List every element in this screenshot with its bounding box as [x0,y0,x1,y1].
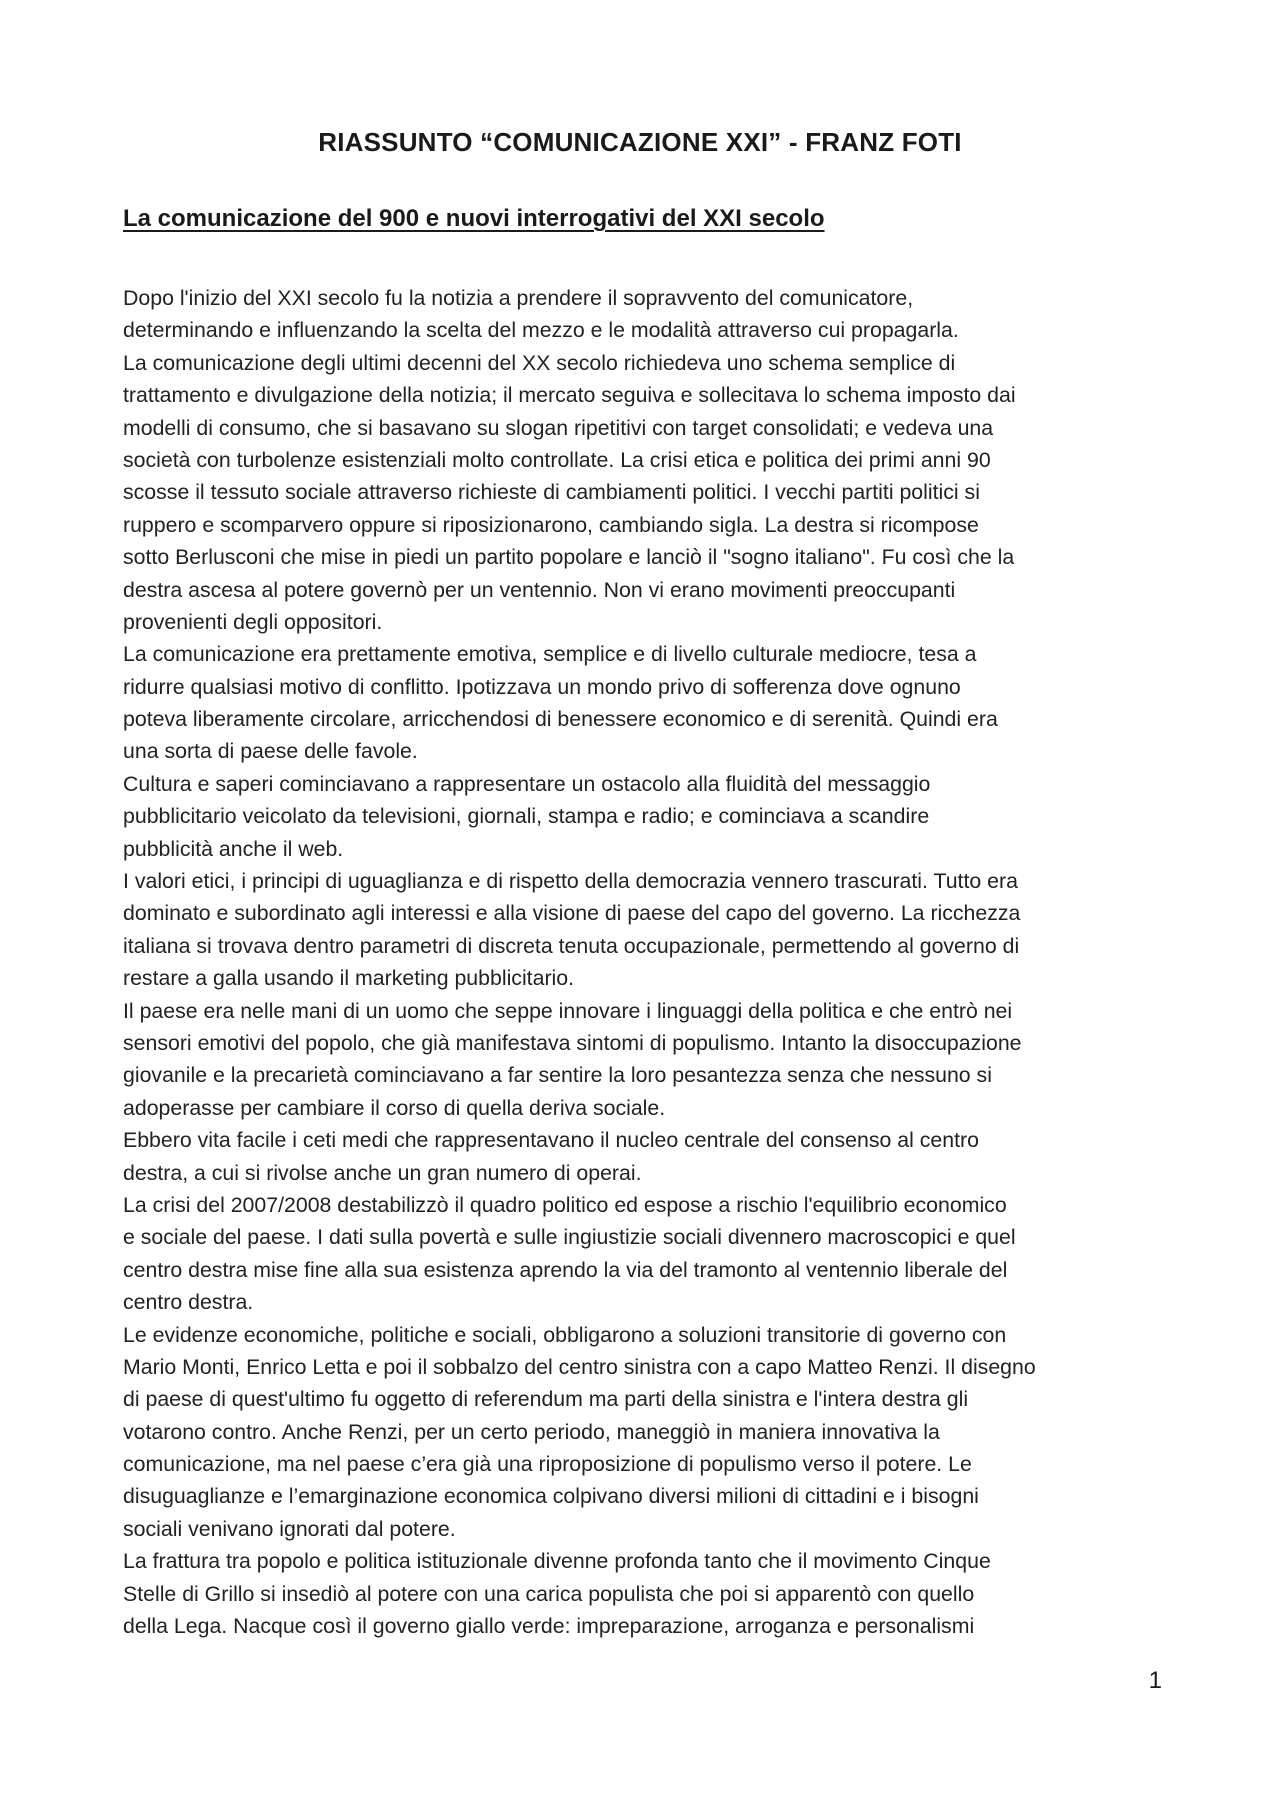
text-line: Stelle di Grillo si insediò al potere con una carica populista che poi si apparentò con quello [123,1581,975,1606]
text-line: pubblicità anche il web. [123,836,344,861]
text-line: pubblicitario veicolato da televisioni, giornali, stampa e radio; e cominciava a scandire [123,804,930,829]
text-line: centro destra. [123,1290,254,1315]
text-line: Cultura e saperi cominciavano a rappresentare un ostacolo alla fluidità del messaggio [123,771,931,796]
text-line: ridurre qualsiasi motivo di conflitto. Ipotizzava un mondo privo di sofferenza dove ognuno [123,674,961,699]
text-line: I valori etici, i principi di uguaglianza e di rispetto della democrazia vennero trascurati. Tutto era [123,869,1018,894]
text-line: La crisi del 2007/2008 destabilizzò il quadro politico ed espose a rischio l'equilibrio economico [123,1192,1007,1217]
text-line: Le evidenze economiche, politiche e sociali, obbligarono a soluzioni transitorie di governo con [123,1322,1007,1347]
text-line: adoperasse per cambiare il corso di quella deriva sociale. [123,1095,666,1120]
document-title: RIASSUNTO “COMUNICAZIONE XXI” - FRANZ FOTI [318,127,962,157]
text-line: ruppero e scomparvero oppure si riposizionarono, cambiando sigla. La destra si ricompose [123,512,979,537]
text-line: restare a galla usando il marketing pubblicitario. [123,966,575,991]
text-line: dominato e subordinato agli interessi e alla visione di paese del capo del governo. La ricchezza [123,901,1021,926]
text-line: centro destra mise fine alla sua esistenza aprendo la via del tramonto al ventennio liberale del [123,1257,1008,1282]
text-line: disuguaglianze e l’emarginazione economica colpivano diversi milioni di cittadini e i bisogni [123,1484,979,1509]
text-line: destra ascesa al potere governò per un ventennio. Non vi erano movimenti preoccupanti [123,577,956,602]
text-line: La comunicazione degli ultimi decenni del XX secolo richiedeva uno schema semplice di [123,350,956,375]
text-line: destra, a cui si rivolse anche un gran numero di operai. [123,1160,642,1185]
text-line: Dopo l'inizio del XXI secolo fu la notizia a prendere il sopravvento del comunicatore, [123,286,914,310]
text-line: Il paese era nelle mani di un uomo che seppe innovare i linguaggi della politica e che entrò nei [123,998,1013,1023]
text-line: sociali venivano ignorati dal potere. [123,1516,456,1541]
text-line: La comunicazione era prettamente emotiva, semplice e di livello culturale mediocre, tesa a [123,642,977,667]
text-line: poteva liberamente circolare, arricchendosi di benessere economico e di serenità. Quindi era [123,707,998,732]
text-line: sotto Berlusconi che mise in piedi un partito popolare e lanciò il "sogno italiano". Fu così che la [123,545,1015,570]
text-line: sensori emotivi del popolo, che già manifestava sintomi di populismo. Intanto la disoccupazione [123,1030,1022,1055]
page-number: 1 [1148,1667,1162,1694]
text-line: Mario Monti, Enrico Letta e poi il sobbalzo del centro sinistra con a capo Matteo Renzi. Il disegno [123,1354,1036,1379]
text-line: votarono contro. Anche Renzi, per un certo periodo, maneggiò in maniera innovativa la [123,1419,940,1444]
text-line: giovanile e la precarietà cominciavano a far sentire la loro pesantezza senza che nessuno si [123,1063,992,1088]
text-line: italiana si trovava dentro parametri di discreta tenuta occupazionale, permettendo al governo di [123,933,1020,958]
text-line: comunicazione, ma nel paese c’era già una riproposizione di populismo verso il potere. Le [123,1452,972,1477]
text-line: scosse il tessuto sociale attraverso richieste di cambiamenti politici. I vecchi partiti politici si [123,480,980,505]
text-line: La frattura tra popolo e politica istituzionale divenne profonda tanto che il movimento Cinque [123,1549,991,1574]
text-line: società con turbolenze esistenziali molto controllate. La crisi etica e politica dei primi anni 90 [123,447,991,472]
text-line: determinando e influenzando la scelta del mezzo e le modalità attraverso cui propagarla. [123,318,959,343]
text-line: della Lega. Nacque così il governo giallo verde: impreparazione, arroganza e personalismi [123,1614,975,1639]
text-line: una sorta di paese delle favole. [123,739,418,764]
text-line: modelli di consumo, che si basavano su slogan ripetitivi con target consolidati; e vedeva una [123,415,994,440]
text-line: di paese di quest'ultimo fu oggetto di referendum ma parti della sinistra e l'intera destra gli [123,1387,969,1412]
text-line: provenienti degli oppositori. [123,609,383,634]
section-heading: La comunicazione del 900 e nuovi interrogativi del XXI secolo [123,205,825,232]
text-line: Ebbero vita facile i ceti medi che rappresentavano il nucleo centrale del consenso al centro [123,1128,979,1153]
text-line: e sociale del paese. I dati sulla povertà e sulle ingiustizie sociali divennero macroscopici e quel [123,1225,1016,1250]
body-text [123,282,1168,1642]
text-line: trattamento e divulgazione della notizia; il mercato seguiva e sollecitava lo schema imposto dai [123,383,1016,408]
